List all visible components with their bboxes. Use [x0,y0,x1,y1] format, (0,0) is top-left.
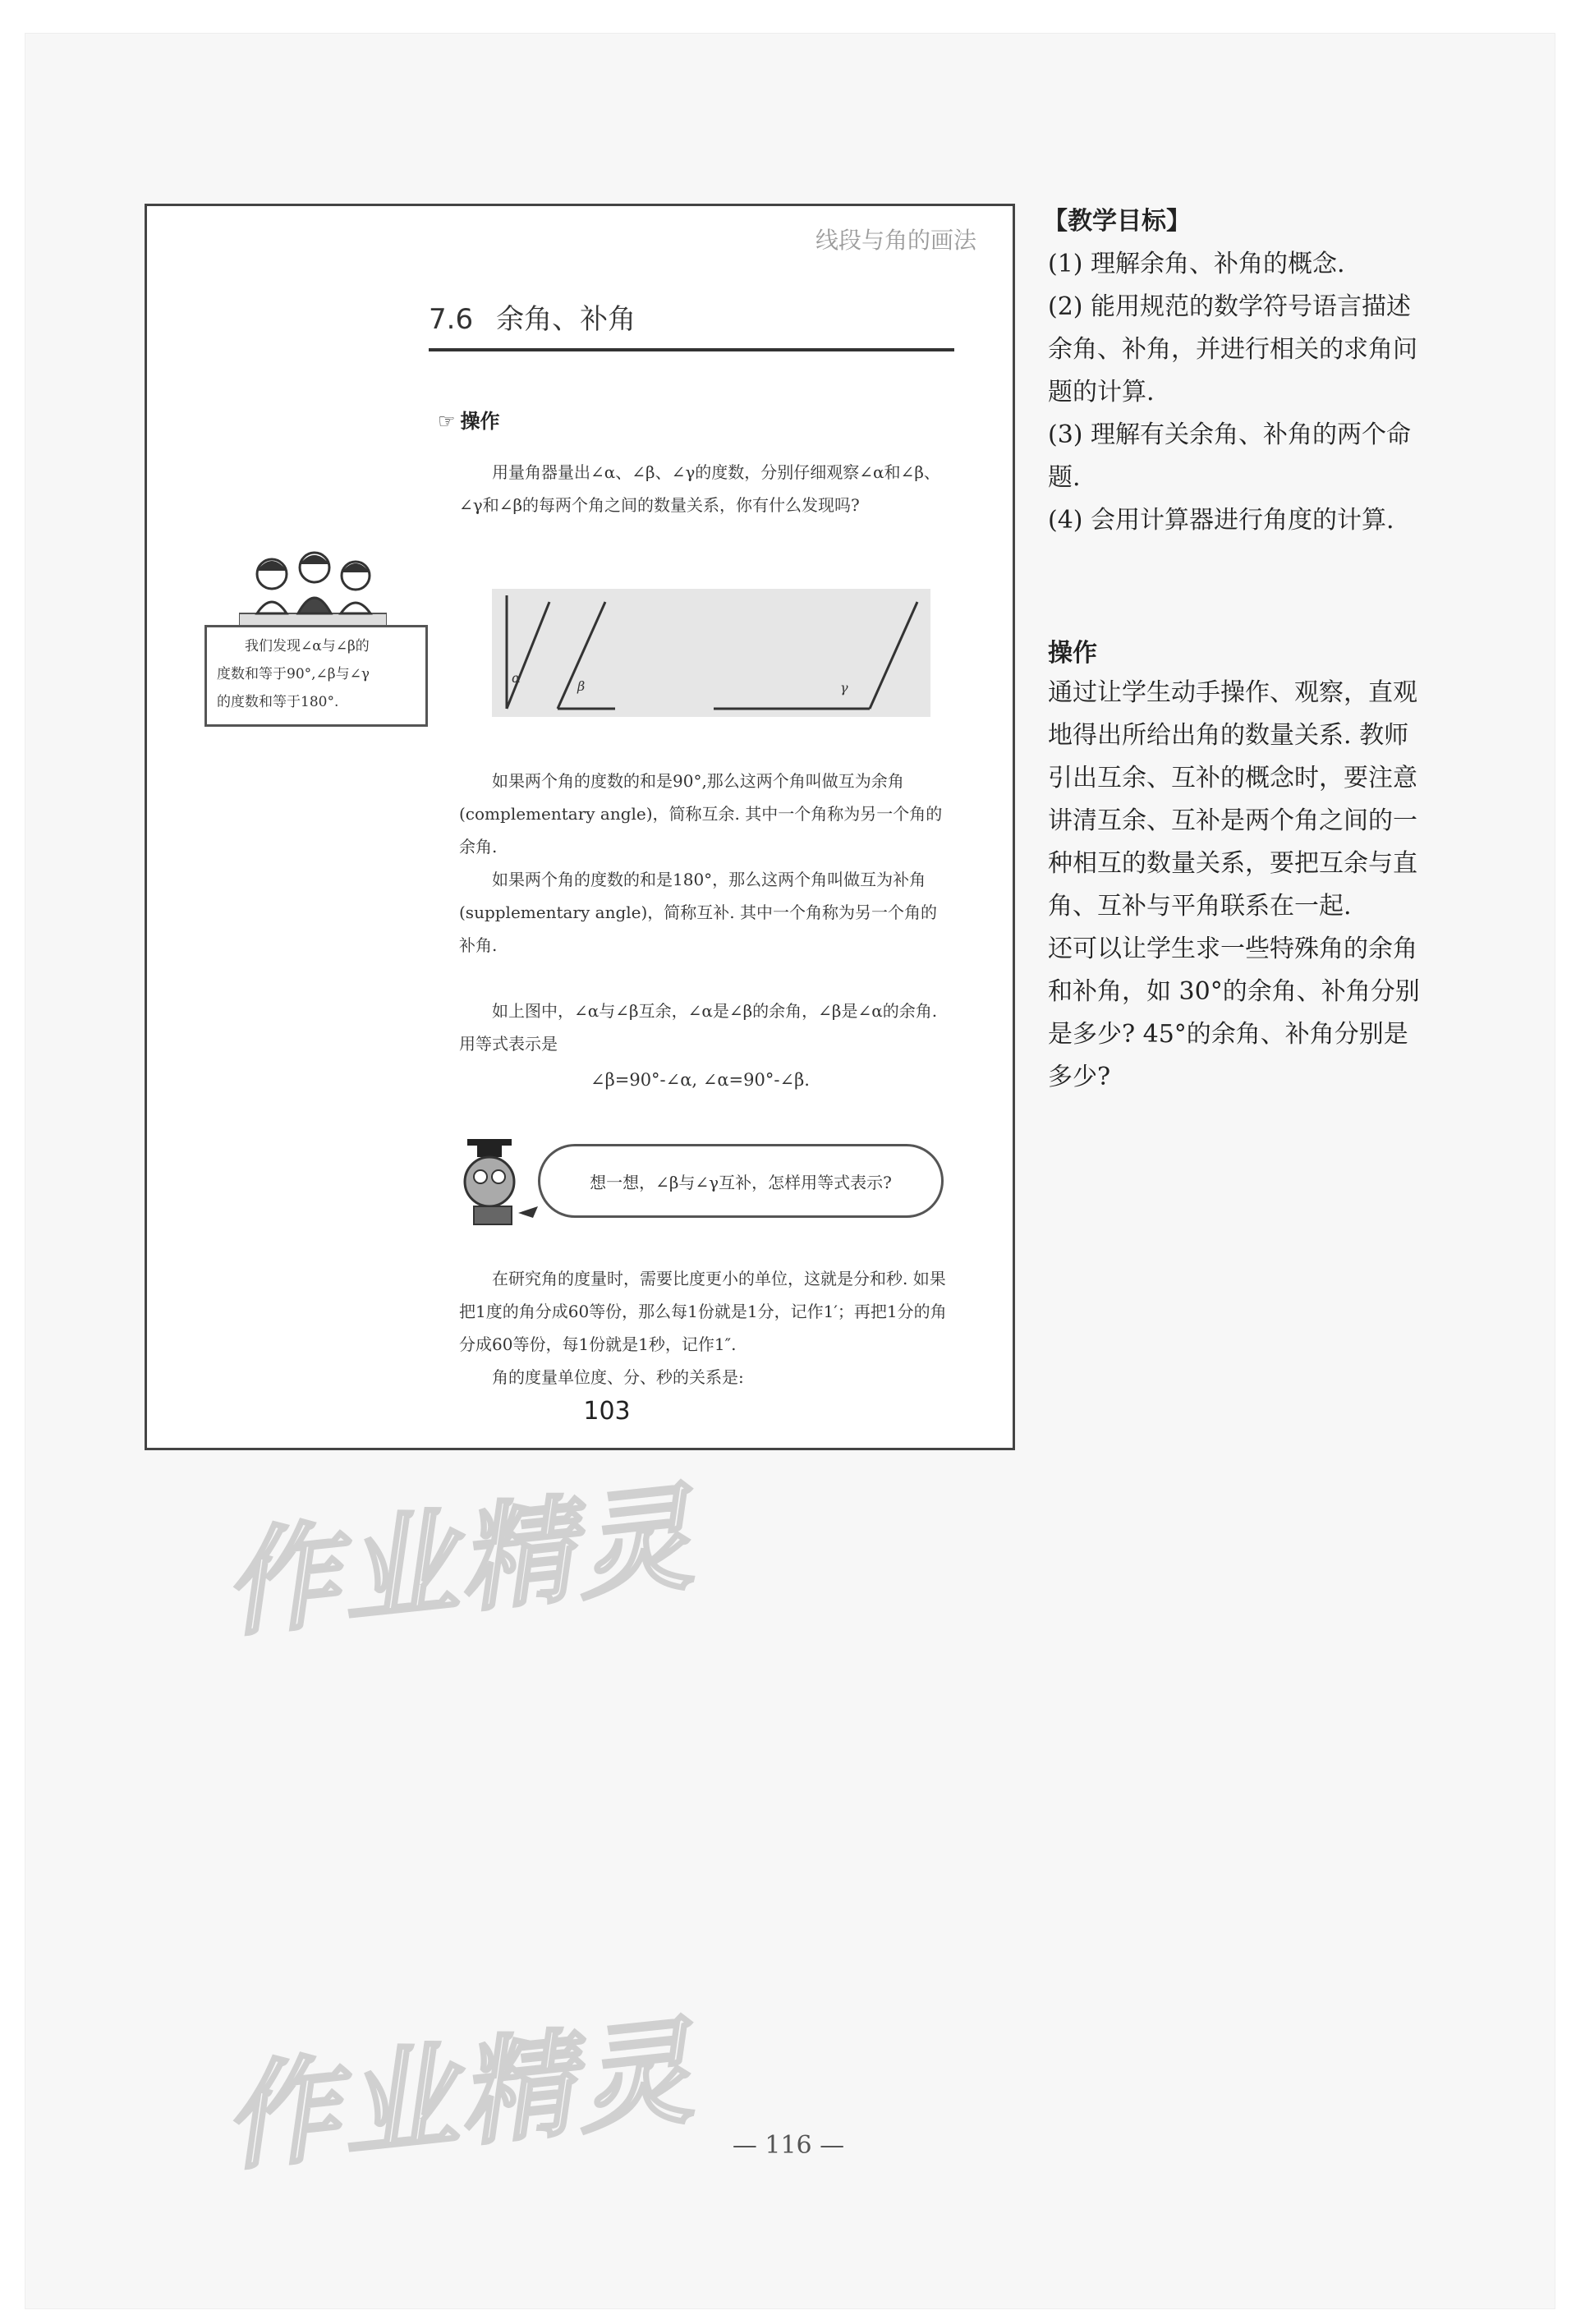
note-line: 我们发现∠α与∠β的 [245,638,370,654]
goal-item: (2) 能用规范的数学符号语言描述余角、补角，并进行相关的求角问题的计算. [1048,292,1417,406]
note-line: 度数和等于90°,∠β与∠γ [217,666,370,682]
goal-item: (1) 理解余角、补角的概念. [1048,250,1345,278]
complementary-paragraph: 如果两个角的度数的和是90°,那么这两个角叫做互为余角(complementary angle)，简称互余. 其中一个角称为另一个角的余角. [459,771,943,857]
angle-figure [492,589,930,717]
extra-explanation: 还可以让学生求一些特殊角的余角和补角，如 30°的余角、补角分别是多少? 45°的余角、补角分别是多少? [1048,935,1420,1091]
teaching-goals-heading: 【教学目标】 [1043,207,1191,236]
beta-label: β [577,678,586,694]
intro-paragraph: 用量角器量出∠α、∠β、∠γ的度数，分别仔细观察∠α和∠β、∠γ和∠β的每两个角之间的数量关系，你有什么发现吗? [459,462,940,515]
goal-item: (3) 理解有关余角、补角的两个命题. [1048,420,1412,492]
alpha-label: α [512,670,521,686]
section-number: 7.6 [429,303,474,336]
units-relation-paragraph: 角的度量单位度、分、秒的关系是: [492,1367,744,1387]
teaching-goals-list [1048,243,1426,542]
footer-page-number: — 116 — [732,2131,845,2160]
think-bubble: 想一想，∠β与∠γ互补，怎样用等式表示? [538,1144,944,1218]
sidebar-operation-heading: 操作 [1048,639,1097,668]
goal-item: (4) 会用计算器进行角度的计算. [1048,506,1394,535]
owl-teacher-icon [453,1136,543,1234]
watermark-top: 作业精灵 [217,1471,702,1654]
operation-heading [438,405,500,434]
hand-icon: ☞ [438,410,456,433]
watermark-bottom: 作业精灵 [217,2005,702,2188]
chapter-header: 线段与角的画法 [815,227,976,254]
section-title-text: 余角、补角 [496,303,636,336]
units-paragraph: 在研究角的度量时，需要比度更小的单位，这就是分和秒. 如果把1度的角分成60等份，那么每1份就是1分，记作1′；再把1分的角分成60等份，每1份就是1秒，记作1″. [459,1269,947,1354]
angle-diagram [492,589,930,717]
section-title [429,296,954,351]
book-page-number: 103 [583,1397,631,1426]
sidebar-operation-text [1048,672,1426,1099]
operation-explanation: 通过让学生动手操作、观察，直观地得出所给出角的数量关系. 教师引出互余、互补的概念时，要注意讲清互余、互补是两个角之间的一种相互的数量关系，要把互余与直角、互补与平角联系在一起. [1048,678,1417,921]
operation-heading-text: 操作 [460,410,500,433]
discovery-note [204,625,428,727]
supplementary-paragraph: 如果两个角的度数的和是180°，那么这两个角叫做互为补角(supplementary angle)，简称互补. 其中一个角称为另一个角的补角. [459,870,938,955]
equation: ∠β=90°-∠α, ∠α=90°-∠β. [590,1070,810,1090]
note-line: 的度数和等于180°. [217,694,339,710]
textbook-page [145,204,1015,1450]
example-paragraph: 如上图中，∠α与∠β互余，∠α是∠β的余角，∠β是∠α的余角. 用等式表示是 [459,1001,938,1054]
gamma-label: γ [840,680,848,696]
